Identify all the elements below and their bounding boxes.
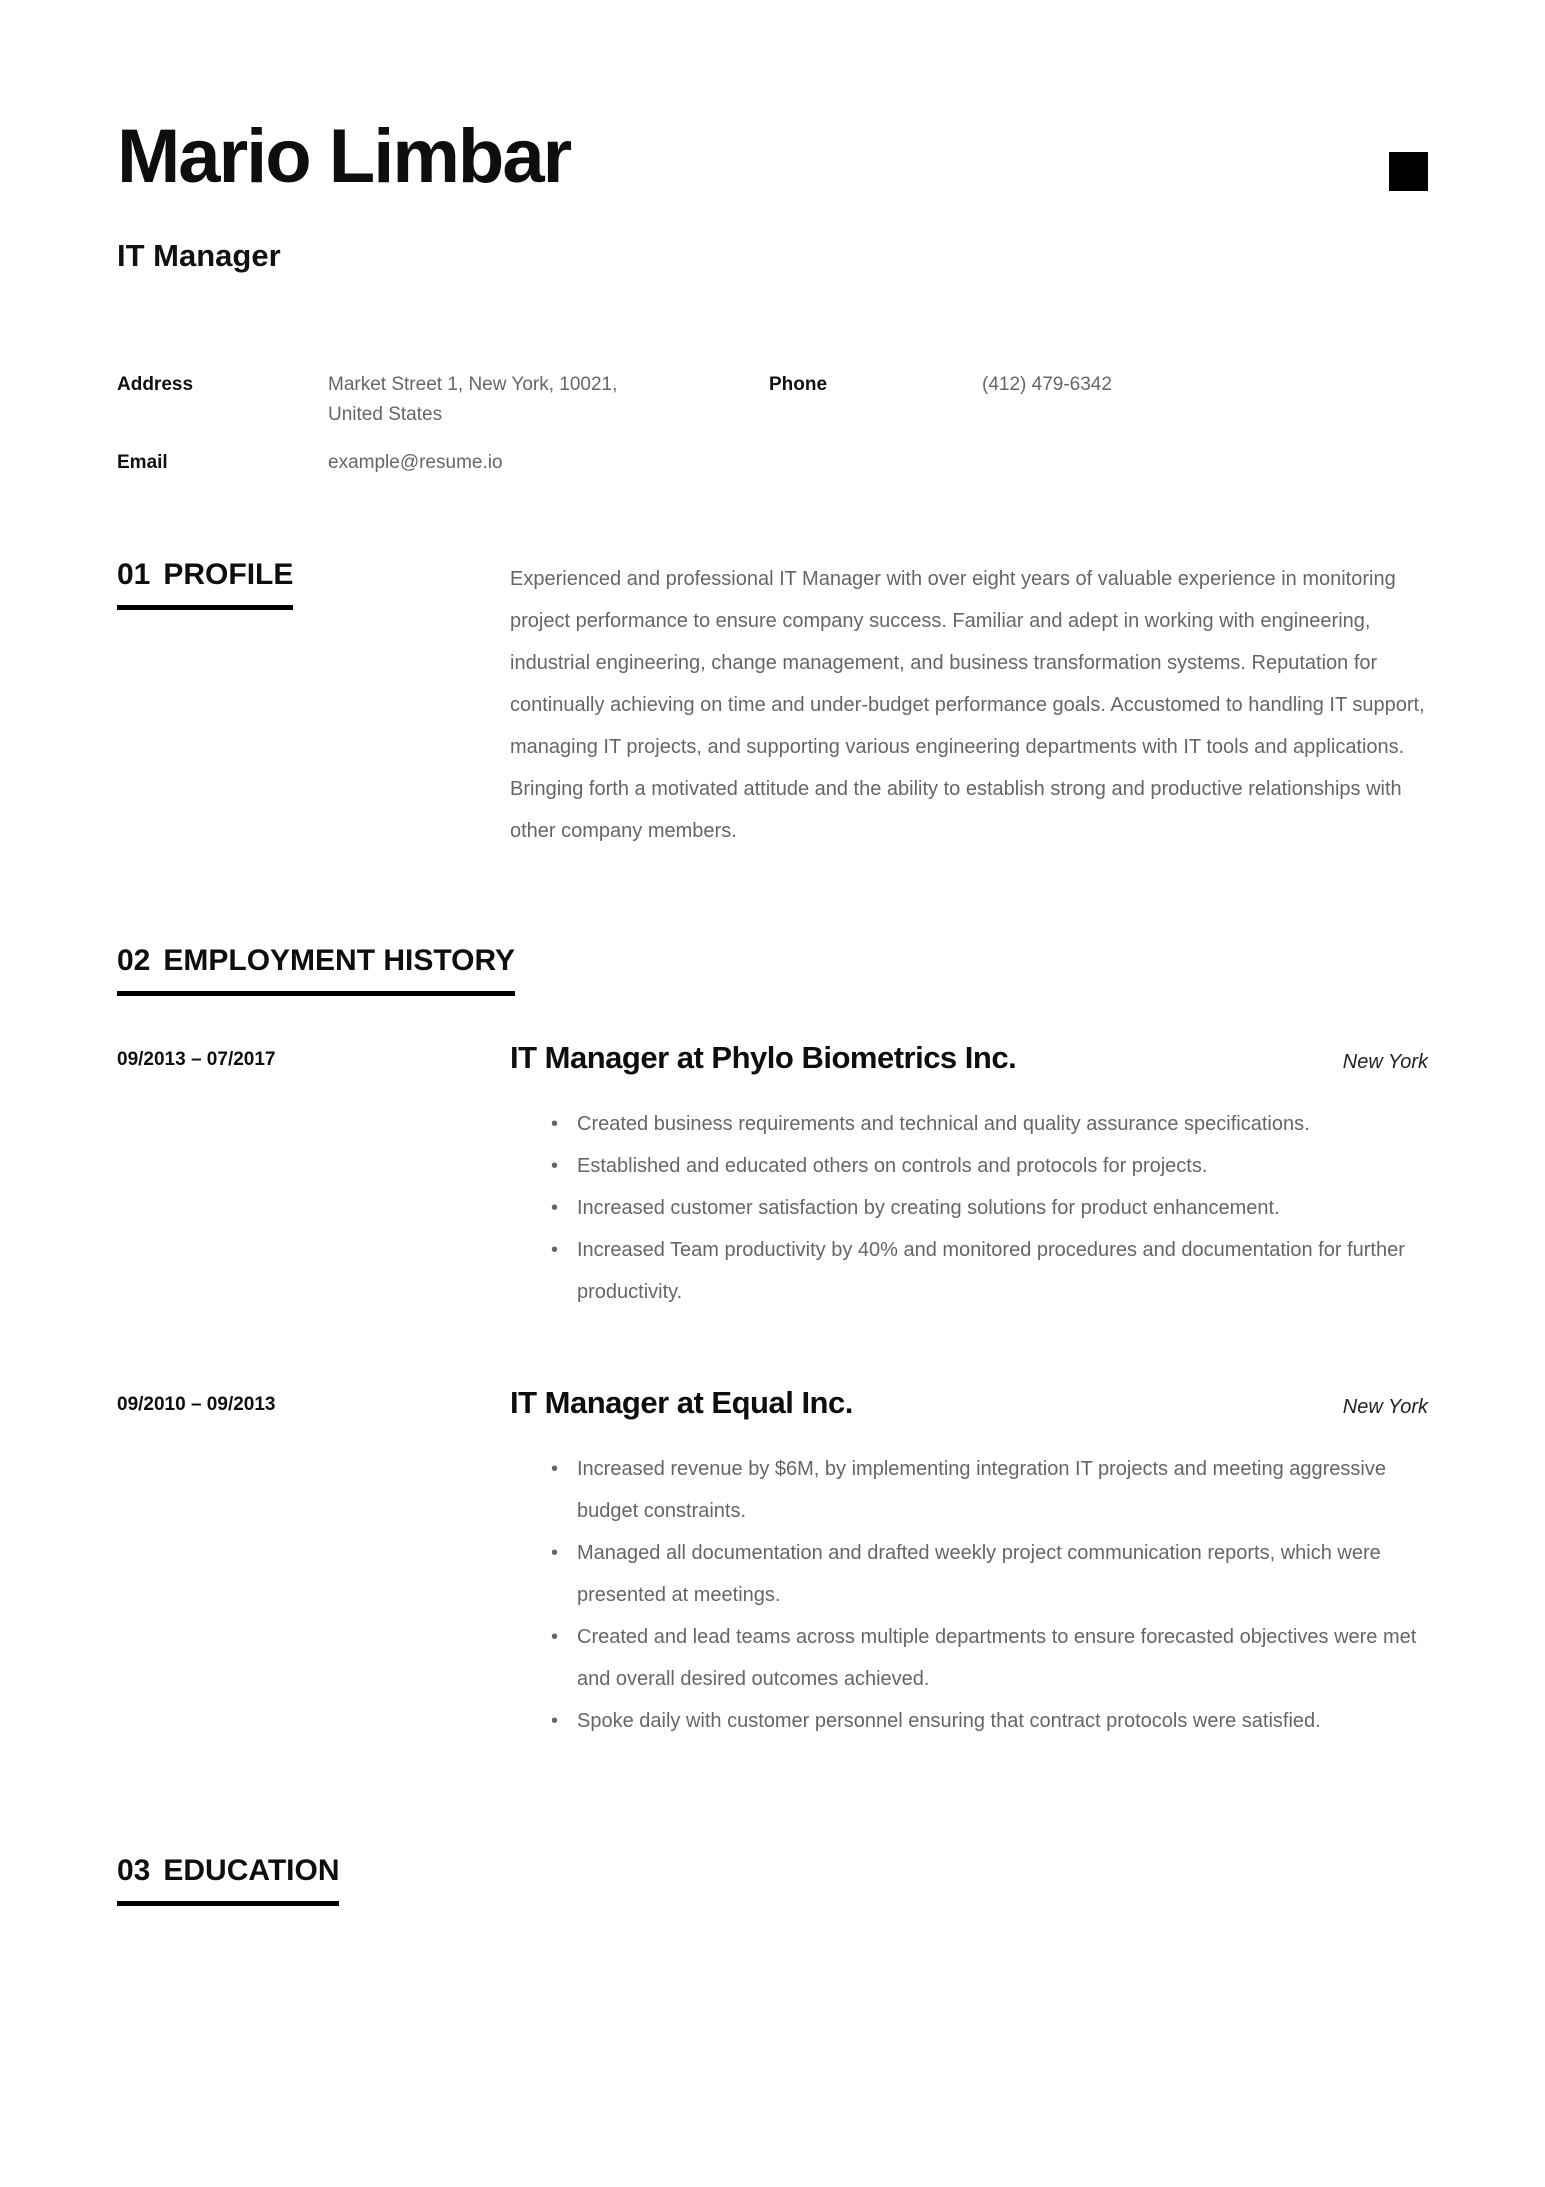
bullet-item: • Increased Team productivity by 40% and monitored procedures and documentation for further productivity. xyxy=(510,1229,1428,1313)
employment-section xyxy=(117,944,1428,1742)
black-square-icon xyxy=(1389,152,1428,191)
entry-1-bullet-list xyxy=(510,1103,1428,1313)
profile-section-number: 01 xyxy=(117,558,151,592)
contact-block xyxy=(117,370,1428,478)
education-section-number: 03 xyxy=(117,1854,151,1888)
address-value xyxy=(328,370,769,430)
education-section-title: EDUCATION xyxy=(163,1854,340,1888)
entry-2-bullet-list xyxy=(510,1448,1428,1742)
profile-heading xyxy=(117,558,510,852)
education-section xyxy=(117,1854,1428,1906)
address-label: Address xyxy=(117,374,194,396)
email-label: Email xyxy=(117,452,168,474)
bullet-item: • Increased customer satisfaction by creating solutions for product enhancement. xyxy=(510,1187,1428,1229)
bullet-item: • Created and lead teams across multiple departments to ensure forecasted objectives were met and overall desired outcomes achieved. xyxy=(510,1616,1428,1700)
employment-section-title: EMPLOYMENT HISTORY xyxy=(163,944,516,978)
address-line-2: United States xyxy=(328,404,443,426)
profile-section-title: PROFILE xyxy=(163,558,294,592)
profile-text: Experienced and professional IT Manager with over eight years of valuable experience in monitoring project performance to ensure company success. Familiar and adept in working with engineering, industrial engineering, change management, and business transformation systems. Reputation for continually achieving on time and under-budget performance goals. Accustomed to handling IT support, managing IT projects, and supporting various engineering departments with IT tools and applications. Bringing forth a motivated attitude and the ability to establish strong and productive relationships with other company members. xyxy=(510,568,1425,843)
entry-2-location: New York xyxy=(1342,1396,1428,1419)
education-heading xyxy=(117,1854,510,1906)
phone-label: Phone xyxy=(769,374,828,396)
bullet-item: • Increased revenue by $6M, by implementing integration IT projects and meeting aggressive budget constraints. xyxy=(510,1448,1428,1532)
email-value: example@resume.io xyxy=(328,452,503,474)
entry-2-body xyxy=(510,1385,1428,1742)
profile-section xyxy=(117,558,1428,852)
address-line-1: Market Street 1, New York, 10021, xyxy=(328,374,618,396)
phone-value: (412) 479-6342 xyxy=(982,374,1112,396)
employment-entry-1 xyxy=(117,1040,1428,1313)
employment-heading xyxy=(117,944,1428,996)
entry-1-location: New York xyxy=(1342,1051,1428,1074)
person-name: Mario Limbar xyxy=(117,114,571,199)
entry-1-body xyxy=(510,1040,1428,1313)
bullet-item: • Managed all documentation and drafted weekly project communication reports, which were presented at meetings. xyxy=(510,1532,1428,1616)
bullet-item: • Created business requirements and technical and quality assurance specifications. xyxy=(510,1103,1428,1145)
entry-1-title: IT Manager at Phylo Biometrics Inc. xyxy=(510,1040,1017,1076)
bullet-item: • Established and educated others on controls and protocols for projects. xyxy=(510,1145,1428,1187)
employment-entry-2 xyxy=(117,1385,1428,1742)
employment-section-number: 02 xyxy=(117,944,151,978)
bullet-item: • Spoke daily with customer personnel ensuring that contract protocols were satisfied. xyxy=(510,1700,1428,1742)
entry-1-dates: 09/2013 – 07/2017 xyxy=(117,1049,276,1071)
entry-2-dates: 09/2010 – 09/2013 xyxy=(117,1394,276,1416)
person-job-title: IT Manager xyxy=(117,238,281,274)
entry-2-title: IT Manager at Equal Inc. xyxy=(510,1385,853,1421)
